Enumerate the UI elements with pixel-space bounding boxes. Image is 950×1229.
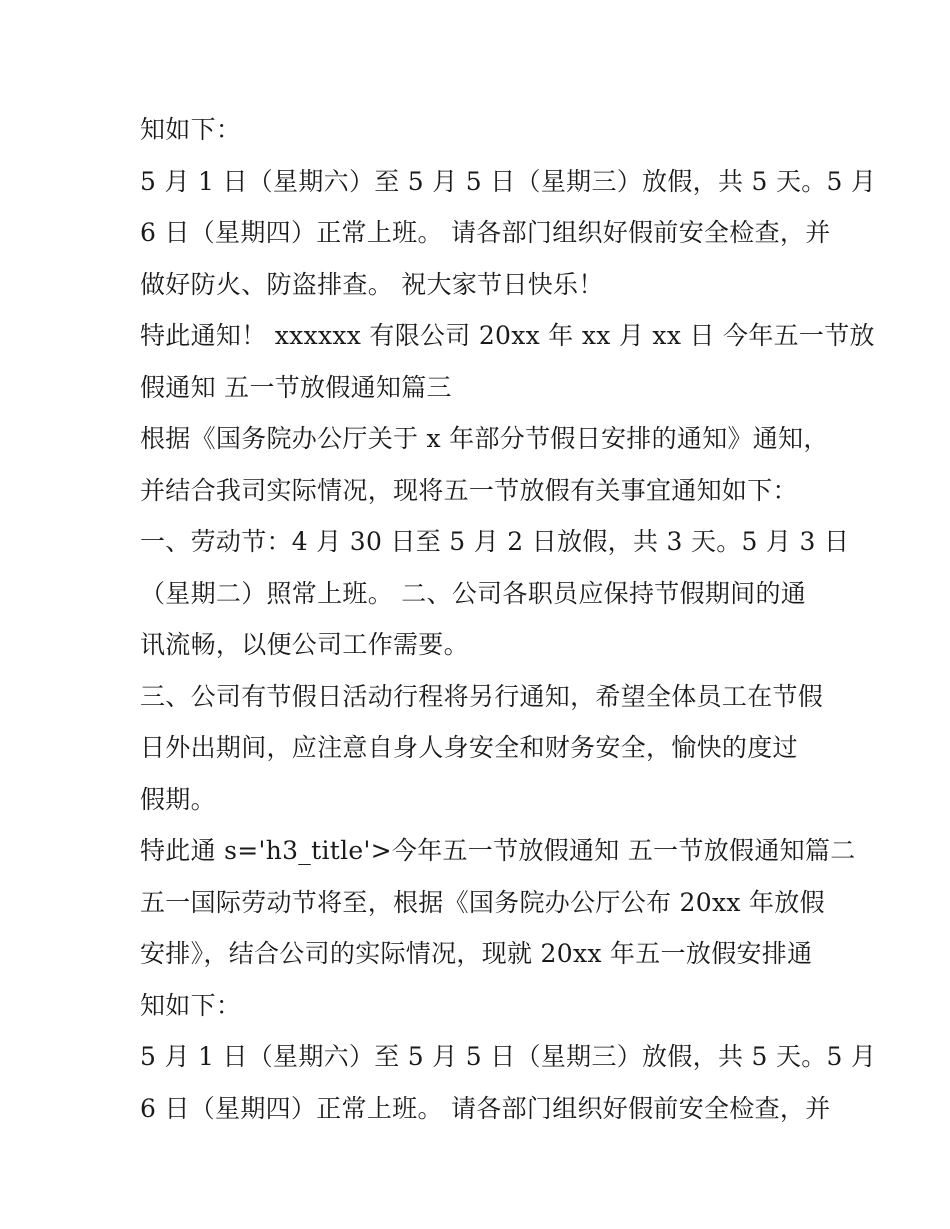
text-line: 6 日（星期四）正常上班。 请各部门组织好假前安全检查，并 — [140, 218, 831, 247]
text-line: 做好防火、防盗排查。 祝大家节日快乐！ — [140, 269, 604, 299]
text-line: 五一国际劳动节将至，根据《国务院办公厅公布 20xx 年放假 — [140, 887, 825, 917]
text-line: 5 月 1 日（星期六）至 5 月 5 日（星期三）放假，共 5 天。5 月 — [140, 1042, 877, 1071]
text-line: 一、劳动节：4 月 30 日至 5 月 2 日放假，共 3 天。5 月 3 日 — [140, 527, 850, 556]
text-line: 根据《国务院办公厅关于 x 年部分节假日安排的通知》通知， — [140, 424, 829, 453]
document-body — [140, 104, 877, 1134]
text-line: 假期。 — [140, 784, 216, 814]
text-line: 安排》，结合公司的实际情况，现就 20xx 年五一放假安排通 — [140, 939, 813, 968]
text-line: 日外出期间，应注意自身人身安全和财务安全，愉快的度过 — [140, 733, 798, 762]
text-line: 知如下： — [140, 115, 242, 144]
text-line: 讯流畅，以便公司工作需要。 — [140, 630, 469, 659]
text-line: （星期二）照常上班。 二、公司各职员应保持节假期间的通 — [140, 578, 807, 608]
text-line: 6 日（星期四）正常上班。 请各部门组织好假前安全检查，并 — [140, 1093, 831, 1123]
text-line: 特此通知！ xxxxxx 有限公司 20xx 年 xx 月 xx 日 今年五一节放 — [140, 321, 875, 350]
text-line: 特此通 s='h3_title'>今年五一节放假通知 五一节放假通知篇二 — [140, 836, 856, 865]
text-line: 知如下： — [140, 990, 242, 1020]
text-line: 并结合我司实际情况，现将五一节放假有关事宜通知如下： — [140, 475, 798, 505]
text-line: 三、公司有节假日活动行程将另行通知，希望全体员工在节假 — [140, 681, 824, 711]
text-line: 假通知 五一节放假通知篇三 — [140, 372, 452, 402]
text-line: 5 月 1 日（星期六）至 5 月 5 日（星期三）放假，共 5 天。5 月 — [140, 166, 877, 196]
